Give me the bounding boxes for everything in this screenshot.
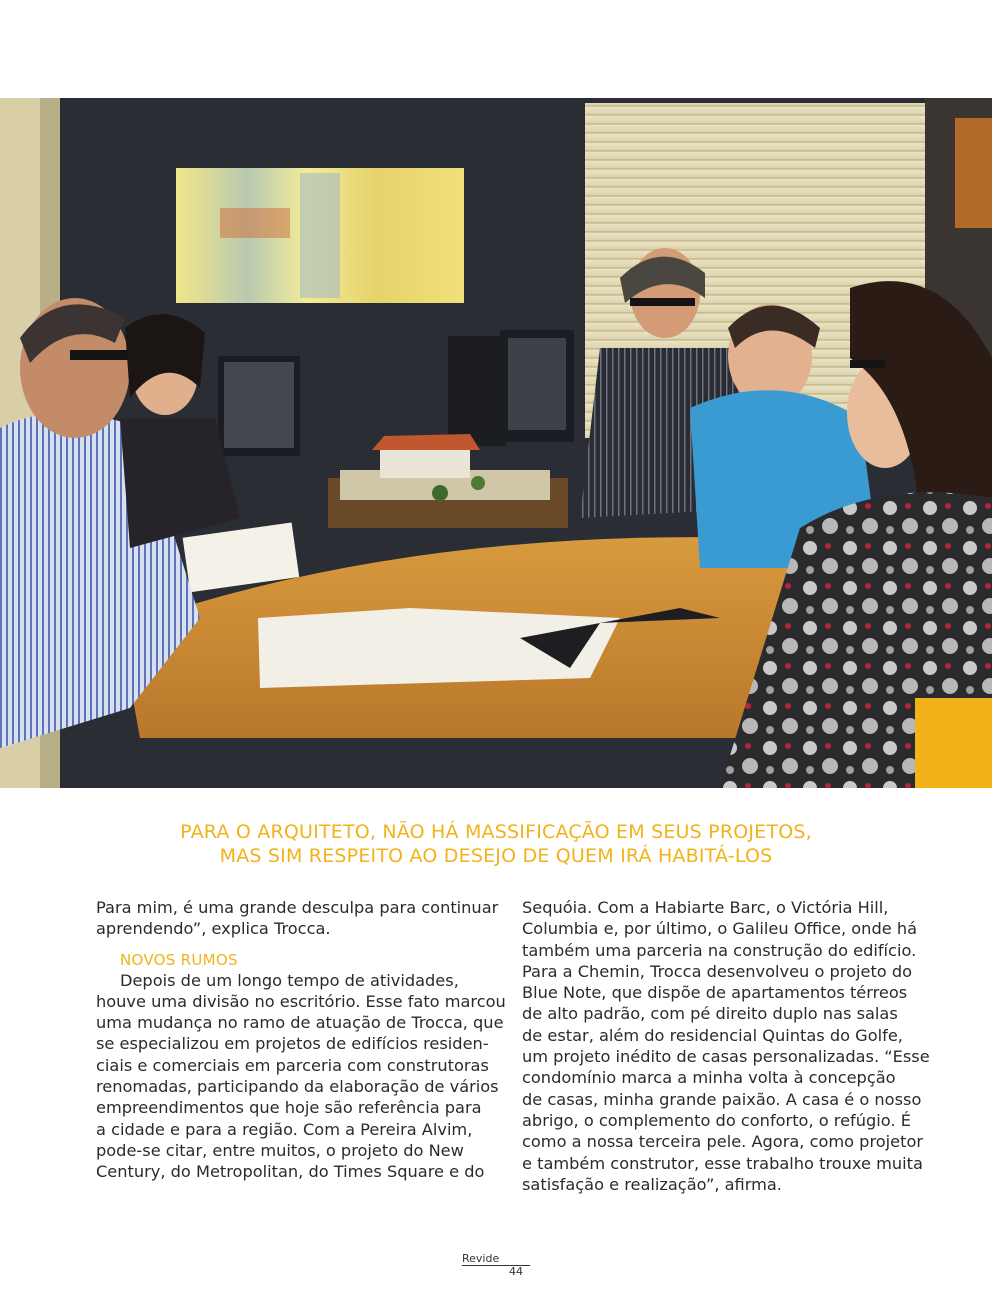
section-subhead: NOVOS RUMOS xyxy=(120,950,238,969)
page-folio xyxy=(462,1252,532,1276)
text-line: Para mim, é uma grande desculpa para continuar xyxy=(96,898,499,917)
pull-quote-line: MAS SIM RESPEITO AO DESEJO DE QUEM IRÁ HABITÁ-LOS xyxy=(219,845,773,867)
text-line: e também construtor, esse trabalho trouxe muita xyxy=(522,1153,923,1173)
publication-name: Revide xyxy=(462,1252,500,1265)
text-line: ciais e comerciais em parceria com construtoras xyxy=(96,1055,489,1075)
text-line: renomadas, participando da elaboração de vários xyxy=(96,1077,499,1097)
body-paragraph xyxy=(522,897,930,1195)
pull-quote-line: PARA O ARQUITETO, NÃO HÁ MASSIFICAÇÃO EM SEUS PROJETOS, xyxy=(180,821,812,843)
text-line: Sequóia. Com a Habiarte Barc, o Victória Hill, xyxy=(522,898,889,917)
text-line: aprendendo”, explica Trocca. xyxy=(96,919,331,939)
text-line: houve uma divisão no escritório. Esse fato marcou xyxy=(96,991,506,1011)
text-line: um projeto inédito de casas personalizadas. “Esse xyxy=(522,1047,930,1067)
text-line: Blue Note, que dispõe de apartamentos térreos xyxy=(522,983,908,1003)
body-paragraph xyxy=(96,970,506,1183)
text-line: de alto padrão, com pé direito duplo nas salas xyxy=(522,1004,898,1024)
text-line: uma mudança no ramo de atuação de Trocca, que xyxy=(96,1013,504,1033)
text-line: de casas, minha grande paixão. A casa é o nosso xyxy=(522,1089,922,1109)
office-meeting-photo xyxy=(0,98,992,788)
text-line: também uma parceria na construção do edifício. xyxy=(522,940,917,960)
intro-paragraph xyxy=(96,897,499,940)
text-line: se especializou em projetos de edifícios residen- xyxy=(96,1034,489,1054)
text-line: Columbia e, por último, o Galileu Office, onde há xyxy=(522,919,917,939)
pull-quote xyxy=(100,820,892,868)
text-line: como a nossa terceira pele. Agora, como projetor xyxy=(522,1132,924,1152)
text-line: Century, do Metropolitan, do Times Square e do xyxy=(96,1162,485,1182)
text-line: de estar, além do residencial Quintas do Golfe, xyxy=(522,1025,903,1045)
text-line: Depois de um longo tempo de atividades, xyxy=(120,970,459,990)
text-line: a cidade e para a região. Com a Pereira Alvim, xyxy=(96,1119,473,1139)
article-photo xyxy=(0,98,992,788)
left-column xyxy=(96,897,506,1183)
text-line: empreendimentos que hoje são referência para xyxy=(96,1098,482,1118)
text-line: satisfação e realização”, afirma. xyxy=(522,1174,782,1194)
right-column xyxy=(522,897,930,1195)
page-number: 44 xyxy=(509,1265,523,1278)
text-line: condomínio marca a minha volta à concepção xyxy=(522,1068,896,1088)
text-line: abrigo, o complemento do conforto, o refúgio. É xyxy=(522,1110,911,1130)
text-line: Para a Chemin, Trocca desenvolveu o projeto do xyxy=(522,961,913,981)
text-line: pode-se citar, entre muitos, o projeto do New xyxy=(96,1140,464,1160)
